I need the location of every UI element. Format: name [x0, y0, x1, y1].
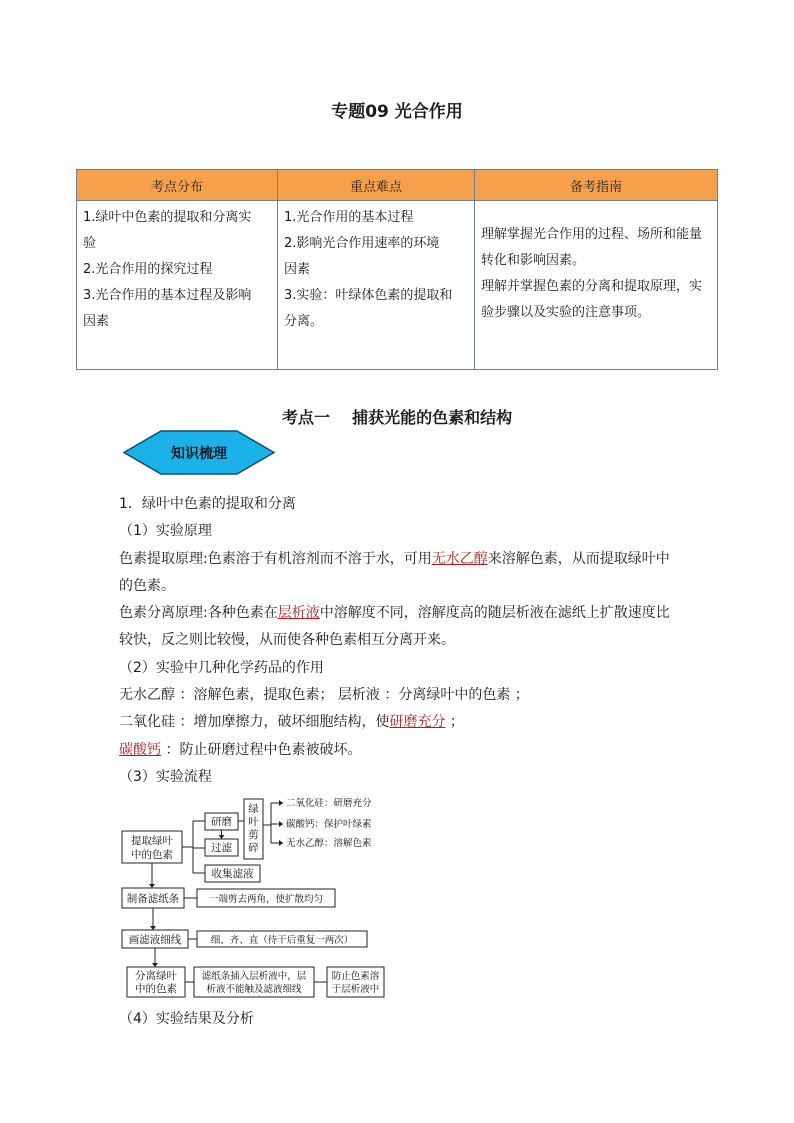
flow-label: 防止色素溶 — [331, 971, 380, 982]
cell-line: 分离。 — [284, 314, 324, 329]
text-span: ：防止研磨过程中色素被破坏。 — [161, 742, 362, 758]
cell-line: 1.光合作用的基本过程 — [284, 210, 414, 225]
paragraph-line — [119, 548, 670, 568]
table-cell-guide — [475, 201, 718, 370]
flow-label: 提取绿叶 — [131, 835, 173, 847]
flow-label: 滤纸条插入层析液中，层 — [201, 971, 307, 982]
table-header: 重点难点 — [278, 170, 475, 201]
page-title: 专题09 光合作用 — [331, 102, 463, 122]
keyword-grinding: 研磨充分 — [389, 714, 446, 730]
flow-label: 收集滤液 — [211, 868, 254, 880]
cell-line: 因素 — [83, 314, 110, 329]
keyword-ethanol: 无水乙醇 — [431, 551, 488, 567]
badge-label: 知识梳理 — [171, 446, 227, 462]
knowledge-badge — [123, 430, 275, 475]
flow-label: 画滤液细线 — [128, 934, 182, 946]
keyword-chromatography: 层析液 — [277, 605, 320, 621]
flow-label: 绿 — [248, 803, 259, 815]
flow-label: 二氧化硅：研磨充分 — [286, 798, 372, 809]
flow-label: 碳酸钙：保护叶绿素 — [286, 819, 372, 830]
flow-label: 于层析液中 — [331, 984, 380, 995]
sub-heading: （4）实验结果及分析 — [119, 1011, 254, 1027]
section-title: 考点一 捕获光能的色素和结构 — [281, 408, 513, 427]
cell-line: 理解并掌握色素的分离和提取原理，实 — [481, 279, 703, 294]
paragraph-line — [119, 711, 464, 731]
sub-heading: （1）实验原理 — [119, 523, 212, 539]
cell-line: 因素 — [284, 262, 311, 277]
flow-label: 分离绿叶 — [135, 970, 177, 982]
paragraph-line: 的色素。 — [119, 578, 175, 594]
cell-line: 2.光合作用的探究过程 — [83, 262, 213, 277]
paragraph-line: 无水乙醇 ：溶解色素，提取色素； 层析液 ：分离绿叶中的色素 ； — [119, 687, 529, 703]
table-header: 考点分布 — [77, 170, 278, 201]
flow-label: 过滤 — [211, 842, 232, 854]
flow-label: 研磨 — [211, 816, 232, 828]
heading-1: 1．绿叶中色素的提取和分离 — [119, 496, 296, 512]
cell-line: 3.实验：叶绿体色素的提取和 — [284, 288, 453, 303]
flow-label: 一端剪去两角，使扩散均匀 — [208, 894, 324, 905]
flow-label: 剪 — [248, 829, 259, 841]
sub-heading: （2）实验中几种化学药品的作用 — [119, 660, 324, 676]
cell-line: 验步骤以及实验的注意事项。 — [481, 305, 651, 320]
text-span: ； — [445, 714, 464, 730]
text-span: 中溶解度不同，溶解度高的随层析液在滤纸上扩散速度比 — [319, 605, 670, 621]
flow-label: 制备滤纸条 — [126, 893, 180, 905]
flow-label: 中的色素 — [135, 983, 177, 995]
overview-table — [76, 169, 718, 370]
table-cell-distribution — [77, 201, 278, 370]
keyword-calcium: 碳酸钙 — [119, 742, 161, 758]
flow-label: 细、齐、直（待干后重复一两次） — [210, 935, 354, 946]
cell-line: 验 — [83, 236, 97, 251]
text-span: 来溶解色素，从而提取绿叶中 — [487, 551, 670, 567]
cell-line: 2.影响光合作用速率的环境 — [284, 236, 440, 251]
flow-label: 无水乙醇：溶解色素 — [286, 838, 372, 849]
table-header: 备考指南 — [475, 170, 718, 201]
cell-line: 理解掌握光合作用的过程、场所和能量 — [481, 227, 703, 242]
cell-line: 1.绿叶中色素的提取和分离实 — [83, 210, 252, 225]
paragraph-line: 较快，反之则比较慢，从而使各种色素相互分离开来。 — [119, 632, 455, 648]
sub-heading: （3）实验流程 — [119, 769, 212, 785]
flow-label: 碎 — [248, 842, 259, 854]
text-span: 色素分离原理:各种色素在 — [119, 605, 278, 621]
paragraph-line — [119, 739, 361, 759]
text-span: 色素提取原理:色素溶于有机溶剂而不溶于水，可用 — [119, 551, 432, 567]
table-cell-keypoints — [278, 201, 475, 370]
flow-label: 析液不能触及滤液细线 — [206, 984, 302, 995]
paragraph-line — [119, 602, 670, 622]
text-span: 二氧化硅 ：增加摩擦力，破坏细胞结构，使 — [119, 714, 390, 730]
cell-line: 3.光合作用的基本过程及影响 — [83, 288, 252, 303]
cell-line: 转化和影响因素。 — [481, 253, 586, 268]
flow-label: 叶 — [248, 816, 259, 828]
flow-label: 中的色素 — [131, 849, 173, 861]
experiment-flowchart — [117, 793, 392, 1003]
